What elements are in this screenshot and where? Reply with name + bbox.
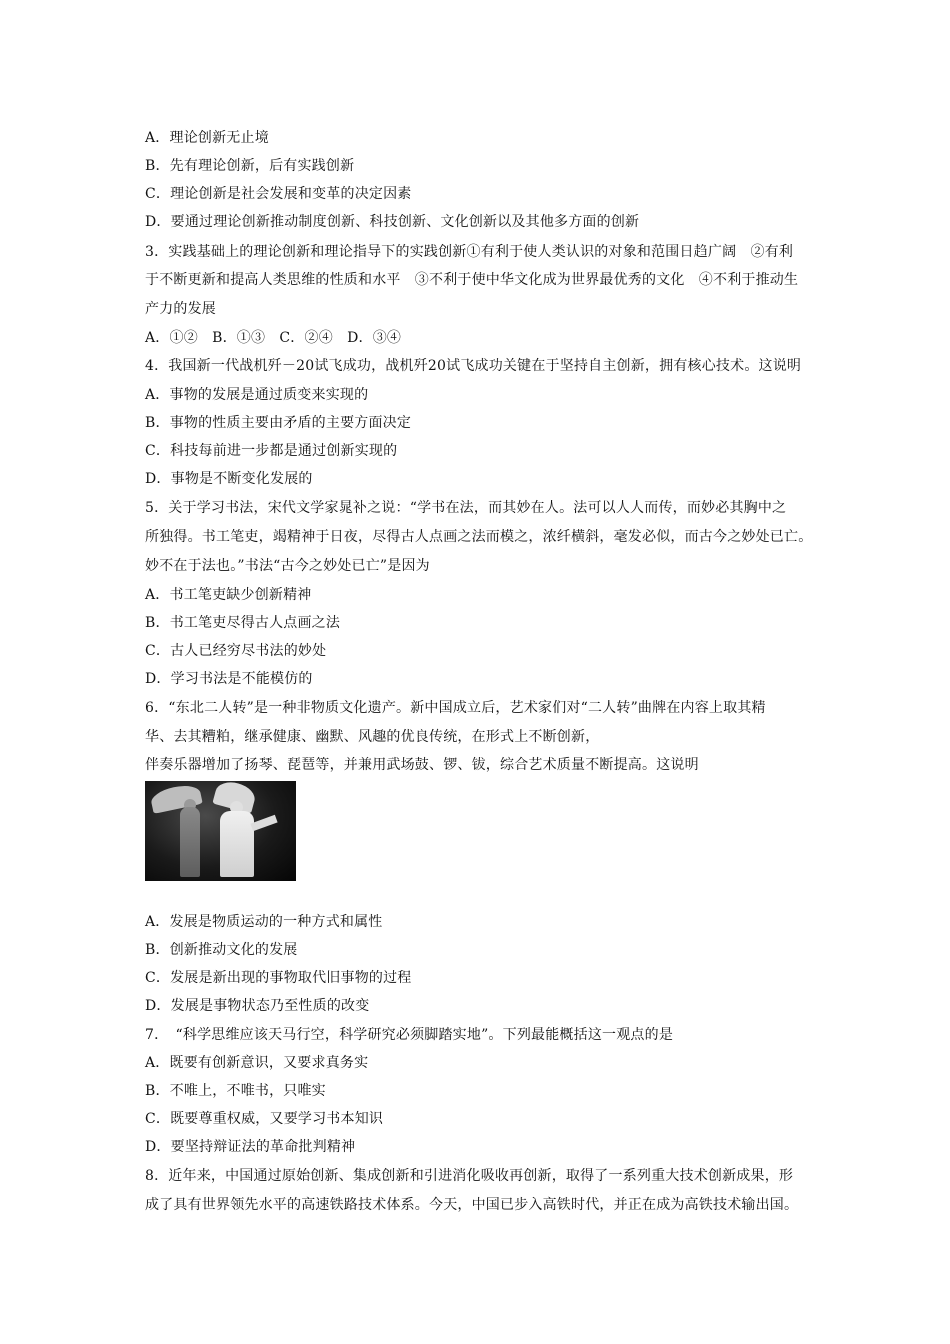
option-line: A．书工笔吏缺少创新精神: [145, 587, 312, 603]
option-line: A．理论创新无止境: [145, 130, 269, 146]
question-line: 7． “科学思维应该天马行空，科学研究必须脚踏实地”。下列最能概括这一观点的是: [145, 1027, 674, 1043]
option-line: C．古人已经穷尽书法的妙处: [145, 643, 327, 659]
option-line: B．创新推动文化的发展: [145, 942, 298, 958]
option-line: B．先有理论创新，后有实践创新: [145, 158, 355, 174]
option-line: A．既要有创新意识，又要求真务实: [145, 1055, 369, 1071]
option-line: D．事物是不断变化发展的: [145, 471, 313, 487]
option-line: C．理论创新是社会发展和变革的决定因素: [145, 186, 412, 202]
option-line: A．发展是物质运动的一种方式和属性: [145, 914, 383, 930]
option-line: D．要通过理论创新推动制度创新、科技创新、文化创新以及其他多方面的创新: [145, 214, 640, 230]
option-line: B．书工笔吏尽得古人点画之法: [145, 615, 341, 631]
question-line: 8．近年来，中国通过原始创新、集成创新和引进消化吸收再创新，取得了一系列重大技术创新成果，形: [145, 1168, 794, 1184]
dancer-figure: [220, 811, 254, 877]
question-line: 华、去其糟粕，继承健康、幽默、风趣的优良传统，在形式上不断创新，: [145, 729, 600, 745]
question-line: 所独得。书工笔吏，竭精神于日夜，尽得古人点画之法而模之，浓纤横斜，毫发必似，而古今之妙处已亡。: [145, 529, 813, 545]
question-line: 3．实践基础上的理论创新和理论指导下的实践创新①有利于使人类认识的对象和范围日趋广阔 ②有利: [145, 244, 794, 260]
question-line: 妙不在于法也。”书法“古今之妙处已亡”是因为: [145, 558, 430, 574]
option-line: D．发展是事物状态乃至性质的改变: [145, 998, 370, 1014]
option-line: A．①② B．①③ C．②④ D．③④: [145, 330, 402, 346]
option-line: C．既要尊重权威，又要学习书本知识: [145, 1111, 384, 1127]
option-line: D．要坚持辩证法的革命批判精神: [145, 1139, 356, 1155]
question-line: 成了具有世界领先水平的高速铁路技术体系。今天，中国已步入高铁时代，并正在成为高铁技术输出国。: [145, 1197, 799, 1213]
option-line: B．事物的性质主要由矛盾的主要方面决定: [145, 415, 412, 431]
question-line: 伴奏乐器增加了扬琴、琵琶等，并兼用武场鼓、锣、钹，综合艺术质量不断提高。这说明: [145, 757, 699, 773]
dancer-sleeve: [250, 815, 277, 831]
option-line: A．事物的发展是通过质变来实现的: [145, 387, 369, 403]
question-line: 产力的发展: [145, 301, 216, 317]
option-line: B．不唯上，不唯书，只唯实: [145, 1083, 326, 1099]
question-line: 4．我国新一代战机歼－20试飞成功，战机歼20试飞成功关键在于坚持自主创新，拥有核心技术。这说明: [145, 358, 802, 374]
question-line: 5．关于学习书法，宋代文学家晁补之说：“学书在法，而其妙在人。法可以人人而传，而妙必其胸中之: [145, 500, 787, 516]
option-line: D．学习书法是不能模仿的: [145, 671, 313, 687]
question-line: 于不断更新和提高人类思维的性质和水平 ③不利于使中华文化成为世界最优秀的文化 ④不利于推动生: [145, 272, 799, 288]
option-line: C．科技每前进一步都是通过创新实现的: [145, 443, 398, 459]
erren-zhuan-performance-image: [145, 781, 296, 881]
dancer-figure: [180, 807, 200, 877]
question-line: 6．“东北二人转”是一种非物质文化遗产。新中国成立后，艺术家们对“二人转”曲牌在内容上取其精: [145, 700, 766, 716]
option-line: C．发展是新出现的事物取代旧事物的过程: [145, 970, 412, 986]
